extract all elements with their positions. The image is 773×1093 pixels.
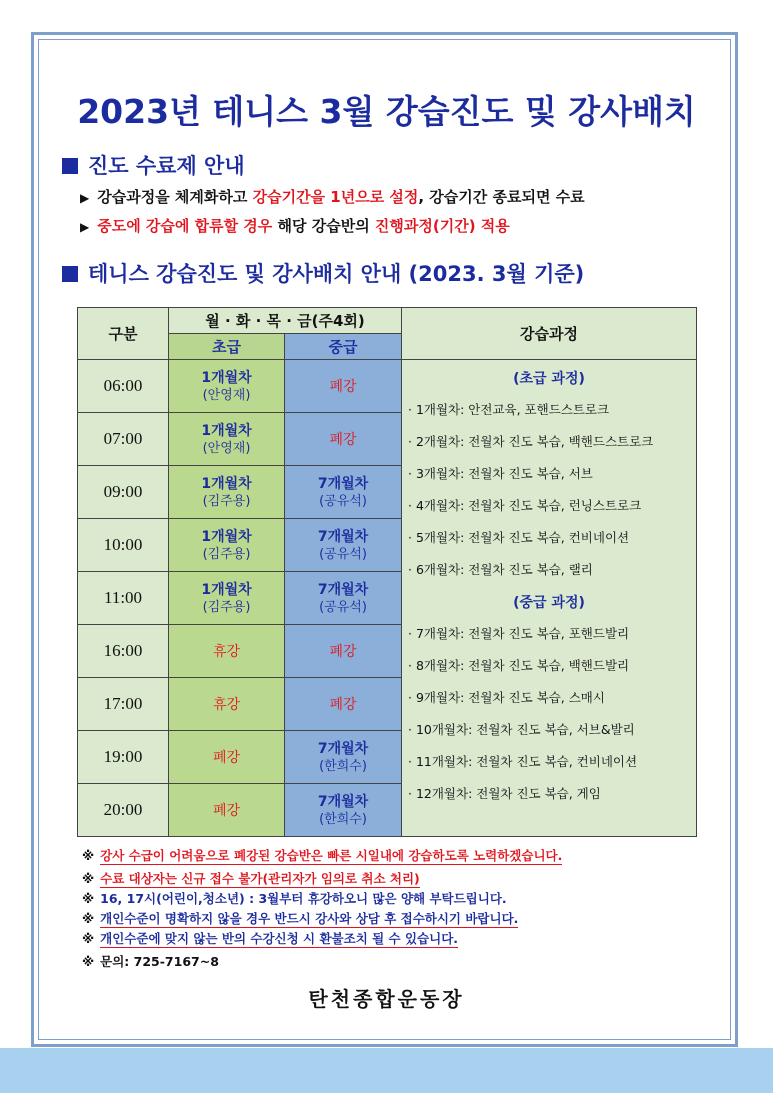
course-cell: [402, 360, 697, 837]
status-suspended: 휴강: [212, 697, 241, 713]
bottom-band: [0, 1048, 773, 1093]
note-mark: ※: [82, 891, 95, 906]
notice-text: 개인수준이 명확하지 않을 경우 반드시 강사와 상담 후 접수하시기 바랍니다.: [100, 911, 519, 926]
intermediate-cell: [285, 413, 402, 466]
info-line-1: [80, 186, 585, 207]
beginner-cell: [169, 466, 285, 519]
square-bullet-icon: [62, 158, 78, 174]
section-heading-schedule: [62, 258, 584, 288]
intermediate-cell: [285, 731, 402, 784]
beginner-cell: [169, 678, 285, 731]
time-cell: 10:00: [78, 519, 169, 572]
note-mark: ※: [82, 911, 95, 926]
triangle-bullet-icon: ▶: [80, 191, 90, 205]
section-heading-completion: [62, 150, 245, 180]
course-item: · 5개월차: 전월차 진도 복습, 컨비네이션: [408, 530, 630, 545]
course-list: [402, 360, 696, 836]
instructor-name: (김주용): [202, 599, 251, 615]
beginner-cell: [169, 784, 285, 837]
intermediate-cell: [285, 784, 402, 837]
notice-text: 수료 대상자는 신규 접수 불가(관리자가 임의로 취소 처리): [100, 871, 420, 886]
header-category: 구분: [78, 308, 169, 360]
course-item: · 8개월차: 전월차 진도 복습, 백핸드발리: [408, 658, 630, 673]
level-month: 7개월차: [317, 793, 369, 810]
instructor-name: (김주용): [202, 493, 251, 509]
level-month: 7개월차: [317, 740, 369, 757]
section-heading-text: 테니스 강습진도 및 강사배치 안내 (2023. 3월 기준): [88, 262, 585, 286]
beginner-cell: [169, 572, 285, 625]
square-bullet-icon: [62, 266, 78, 282]
page-title: 2023년 테니스 3월 강습진도 및 강사배치: [77, 92, 696, 131]
intermediate-cell: [285, 519, 402, 572]
info-line-1-b: 강습기간을 1년으로 설정: [252, 188, 419, 206]
course-beginner-head: (초급 과정): [513, 371, 585, 387]
level-month: 1개월차: [201, 581, 252, 598]
intermediate-cell: [285, 678, 402, 731]
info-line-1-c: , 강습기간 종료되면 수료: [418, 188, 585, 206]
level-month: 1개월차: [201, 369, 252, 386]
schedule-table: [77, 307, 697, 837]
course-item: · 7개월차: 전월차 진도 복습, 포핸드발리: [408, 626, 630, 641]
note-mark: ※: [82, 871, 95, 886]
intermediate-cell: [285, 360, 402, 413]
instructor-name: (공유석): [319, 493, 367, 509]
beginner-cell: [169, 360, 285, 413]
course-item: · 10개월차: 전월차 진도 복습, 서브&발리: [408, 722, 635, 737]
level-month: 1개월차: [201, 422, 252, 439]
course-item: · 6개월차: 전월차 진도 복습, 랠리: [408, 562, 593, 577]
instructor-name: (한희수): [319, 811, 367, 827]
time-cell: 16:00: [78, 625, 169, 678]
beginner-cell: [169, 413, 285, 466]
instructor-name: (공유석): [319, 546, 367, 562]
organization-name: 탄천종합운동장: [308, 987, 465, 1011]
info-line-2-c: 진행과정(기간) 적용: [374, 217, 510, 235]
instructor-name: (안영재): [202, 440, 251, 456]
notice-2: [82, 869, 420, 887]
instructor-name: (김주용): [202, 546, 251, 562]
level-month: 1개월차: [201, 475, 252, 492]
notice-text: 16, 17시(어린이,청소년) : 3월부터 휴강하오니 많은 양해 부탁드립니다.: [100, 891, 507, 906]
beginner-cell: [169, 625, 285, 678]
note-mark: ※: [82, 931, 95, 946]
time-cell: 11:00: [78, 572, 169, 625]
instructor-name: (한희수): [319, 758, 367, 774]
level-month: 7개월차: [317, 475, 369, 492]
intermediate-cell: [285, 466, 402, 519]
course-item: · 2개월차: 전월차 진도 복습, 백핸드스트로크: [408, 434, 654, 449]
section-heading-text: 진도 수료제 안내: [88, 154, 245, 178]
info-line-2: [80, 215, 510, 236]
beginner-cell: [169, 519, 285, 572]
status-suspended: 휴강: [212, 644, 241, 660]
course-item: · 11개월차: 전월차 진도 복습, 컨비네이션: [408, 754, 638, 769]
intermediate-cell: [285, 572, 402, 625]
note-mark: ※: [82, 954, 95, 969]
time-cell: 09:00: [78, 466, 169, 519]
status-closed: 폐강: [329, 644, 357, 660]
course-item: · 9개월차: 전월차 진도 복습, 스매시: [408, 690, 605, 705]
header-intermediate: 중급: [285, 334, 402, 360]
notice-4: [82, 909, 518, 927]
status-closed: 폐강: [212, 803, 241, 819]
info-line-2-b: 해당 강습반의: [277, 217, 375, 235]
level-month: 7개월차: [317, 528, 369, 545]
instructor-name: (공유석): [319, 599, 367, 615]
beginner-cell: [169, 731, 285, 784]
course-item: · 3개월차: 전월차 진도 복습, 서브: [408, 466, 593, 481]
course-item: · 1개월차: 안전교육, 포핸드스트로크: [408, 402, 610, 417]
time-cell: 07:00: [78, 413, 169, 466]
course-intermediate-head: (중급 과정): [513, 595, 585, 611]
course-item: · 12개월차: 전월차 진도 복습, 게임: [408, 786, 601, 801]
time-cell: 19:00: [78, 731, 169, 784]
notice-1: [82, 846, 562, 864]
notice-3: [82, 889, 507, 907]
triangle-bullet-icon: ▶: [80, 220, 90, 234]
course-item: · 4개월차: 전월차 진도 복습, 런닝스트로크: [408, 498, 642, 513]
intermediate-cell: [285, 625, 402, 678]
status-closed: 폐강: [329, 379, 357, 395]
header-course: 강습과정: [402, 308, 697, 360]
status-closed: 폐강: [329, 697, 357, 713]
header-beginner: 초급: [169, 334, 285, 360]
status-closed: 폐강: [329, 432, 357, 448]
time-cell: 17:00: [78, 678, 169, 731]
header-days: 월 · 화 · 목 · 금(주4회): [169, 308, 402, 334]
instructor-name: (안영재): [202, 387, 251, 403]
info-line-1-a: 강습과정을 체계화하고: [97, 188, 253, 206]
notice-text: 개인수준에 맞지 않는 반의 수강신청 시 환불조치 될 수 있습니다.: [100, 931, 459, 946]
time-cell: 20:00: [78, 784, 169, 837]
time-cell: 06:00: [78, 360, 169, 413]
contact-text: 문의: 725-7167~8: [100, 954, 219, 969]
note-mark: ※: [82, 848, 95, 863]
notice-text: 강사 수급이 어려움으로 폐강된 강습반은 빠른 시일내에 강습하도록 노력하겠습니다.: [100, 848, 563, 863]
notice-contact: [82, 952, 219, 970]
info-line-2-a: 중도에 강습에 합류할 경우: [97, 217, 278, 235]
status-closed: 폐강: [212, 750, 241, 766]
level-month: 1개월차: [201, 528, 252, 545]
notice-5: [82, 929, 458, 947]
level-month: 7개월차: [317, 581, 369, 598]
